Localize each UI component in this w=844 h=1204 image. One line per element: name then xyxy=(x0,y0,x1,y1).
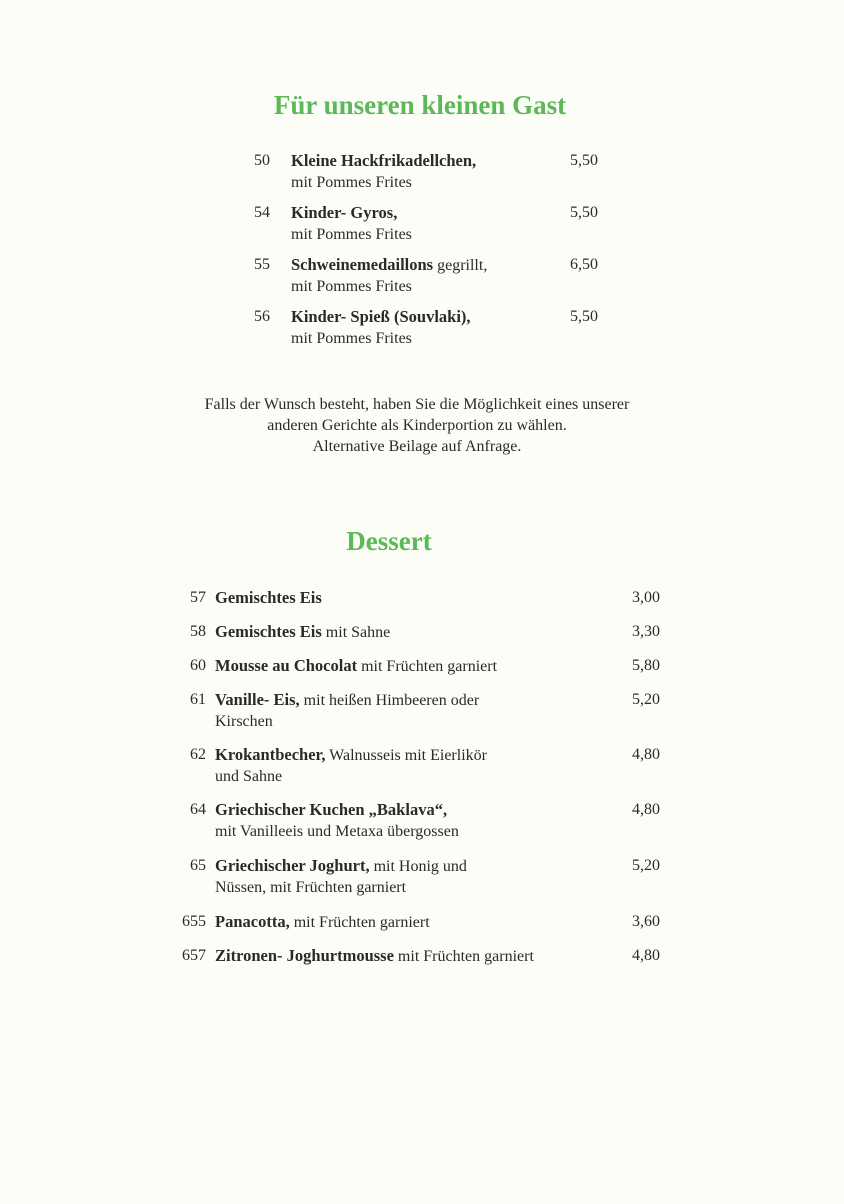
item-number: 61 xyxy=(190,691,206,708)
item-number: 62 xyxy=(190,746,206,763)
item-number: 64 xyxy=(190,801,206,818)
item-number: 54 xyxy=(254,204,270,221)
item-number: 60 xyxy=(190,657,206,674)
item-price: 5,50 xyxy=(570,204,598,221)
item-name: Krokantbecher, Walnusseis mit Eierlikör xyxy=(215,745,487,764)
item-description: mit Pommes Frites xyxy=(291,330,412,347)
item-price: 3,30 xyxy=(632,623,660,640)
item-price: 4,80 xyxy=(632,801,660,818)
item-name: Kinder- Spieß (Souvlaki), xyxy=(291,307,471,326)
item-number: 58 xyxy=(190,623,206,640)
note-line: anderen Gerichte als Kinderportion zu wählen. xyxy=(267,417,567,434)
item-description: mit Pommes Frites xyxy=(291,226,412,243)
item-price: 5,50 xyxy=(570,152,598,169)
item-name: Vanille- Eis, mit heißen Himbeeren oder xyxy=(215,690,480,709)
item-name: Griechischer Joghurt, mit Honig und xyxy=(215,856,467,875)
item-price: 4,80 xyxy=(632,947,660,964)
kids-note xyxy=(0,394,834,457)
item-number: 65 xyxy=(190,857,206,874)
item-name: Gemischtes Eis mit Sahne xyxy=(215,622,391,641)
item-name: Panacotta, mit Früchten garniert xyxy=(215,912,430,931)
item-description: mit Vanilleeis und Metaxa übergossen xyxy=(215,823,459,840)
item-price: 5,20 xyxy=(632,857,660,874)
item-name: Zitronen- Joghurtmousse mit Früchten garniert xyxy=(215,946,534,965)
item-price: 4,80 xyxy=(632,746,660,763)
item-description: mit Pommes Frites xyxy=(291,174,412,191)
item-name: Kleine Hackfrikadellchen, xyxy=(291,151,477,170)
item-price: 5,20 xyxy=(632,691,660,708)
item-number: 655 xyxy=(182,913,206,930)
item-price: 5,50 xyxy=(570,308,598,325)
dessert-section-title: Dessert xyxy=(346,526,432,556)
note-line: Alternative Beilage auf Anfrage. xyxy=(312,438,522,455)
item-description: Kirschen xyxy=(215,713,273,730)
note-line: Falls der Wunsch besteht, haben Sie die Möglichkeit eines unserer xyxy=(204,396,630,413)
item-number: 55 xyxy=(254,256,270,273)
item-number: 56 xyxy=(254,308,270,325)
kids-section-title: Für unseren kleinen Gast xyxy=(273,90,567,120)
item-name: Griechischer Kuchen „Baklava“, xyxy=(215,800,448,819)
item-price: 3,00 xyxy=(632,589,660,606)
item-price: 3,60 xyxy=(632,913,660,930)
item-name: Mousse au Chocolat mit Früchten garniert xyxy=(215,656,498,675)
item-description: und Sahne xyxy=(215,768,283,785)
item-name: Schweinemedaillons gegrillt, xyxy=(291,255,488,274)
item-number: 657 xyxy=(182,947,206,964)
item-price: 6,50 xyxy=(570,256,598,273)
item-description: mit Pommes Frites xyxy=(291,278,412,295)
item-name: Kinder- Gyros, xyxy=(291,203,398,222)
item-number: 57 xyxy=(190,589,206,606)
item-number: 50 xyxy=(254,152,270,169)
item-name: Gemischtes Eis xyxy=(215,588,322,607)
item-price: 5,80 xyxy=(632,657,660,674)
item-description: Nüssen, mit Früchten garniert xyxy=(215,879,407,896)
